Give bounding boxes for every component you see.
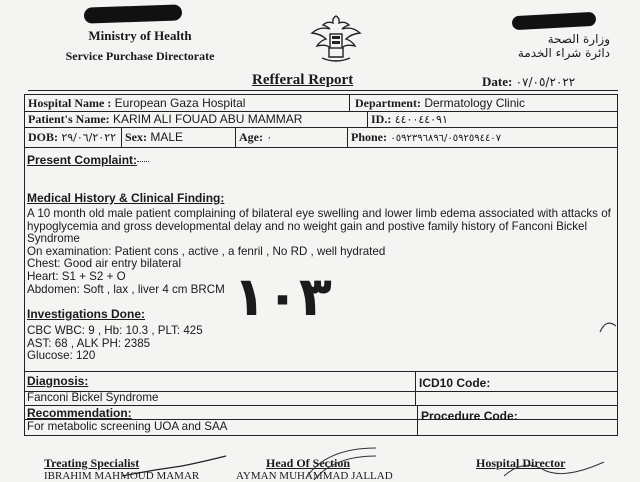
history-line: hypoglycemia and gross developmental delay and no weight gain and postive family history of Fanconi Bickel <box>27 219 588 233</box>
hospital-field <box>28 96 245 110</box>
complaint-label: Present Complaint: <box>27 153 138 167</box>
signature-icon <box>120 454 230 480</box>
hospital-director-label: Hospital Director <box>476 456 566 470</box>
icd-label: ICD10 Code: <box>419 376 491 390</box>
referral-form <box>24 94 618 436</box>
hospital-label: Hospital Name : <box>28 96 112 110</box>
header-rule <box>28 90 618 91</box>
header-english <box>40 6 240 64</box>
investigations-label: Investigations Done: <box>27 307 146 321</box>
treating-specialist-label: Treating Specialist <box>44 456 140 470</box>
pen-mark-icon <box>596 316 620 336</box>
head-of-section-label: Head Of Section <box>266 456 350 470</box>
age-field <box>239 130 272 145</box>
dob-field <box>28 130 116 145</box>
diagnosis-value: Fanconi Bickel Syndrome <box>27 391 159 404</box>
history-line: Heart: S1 + S2 + O <box>27 269 126 283</box>
sex-field <box>125 130 183 144</box>
directorate-title: Service Purchase Directorate <box>65 49 215 63</box>
treating-specialist-name: IBRAHIM MAHMOUD MAMAR <box>44 470 200 482</box>
stamp-icon <box>300 444 390 480</box>
investigation-line: CBC WBC: 9 , Hb: 10.3 , PLT: 425 <box>27 324 203 337</box>
dob-value: ٢٩/٠٦/٢٠٢٢ <box>61 131 117 144</box>
history-line: Abdomen: Soft , lax , liver 4 cm BRCM <box>27 282 225 296</box>
arabic-directorate: دائرة شراء الخدمة <box>517 46 610 60</box>
department-value: Dermatology Clinic <box>424 96 526 110</box>
date-value: ٠٧/٠٥/٢٠٢٢ <box>515 75 576 89</box>
history-line: A 10 month old male patient complaining of bilateral eye swelling and lower limb edema associated with attacks of <box>27 207 611 220</box>
head-of-section-name: AYMAN MUHAMMAD JALLAD <box>236 470 393 482</box>
department-label: Department: <box>355 96 421 110</box>
procedure-field <box>421 409 518 423</box>
procedure-label: Procedure Code: <box>421 409 518 423</box>
dob-label: DOB: <box>28 130 58 144</box>
patient-label: Patient's Name: <box>28 112 110 126</box>
history-label: Medical History & Clinical Finding: <box>27 191 225 205</box>
id-label: ID.: <box>371 112 392 126</box>
arabic-ministry: وزارة الصحة <box>547 32 610 46</box>
sex-value: MALE <box>150 130 184 144</box>
history-line: Syndrome <box>27 232 80 246</box>
id-field <box>371 112 448 127</box>
phone-field <box>351 130 501 146</box>
investigations-text <box>27 325 613 363</box>
age-label: Age: <box>239 130 263 144</box>
department-field <box>355 96 525 110</box>
phone-label: Phone: <box>351 130 387 144</box>
diagnosis-label: Diagnosis: <box>27 374 89 388</box>
eagle-emblem-icon <box>308 12 364 66</box>
investigation-line: Glucose: 120 <box>27 349 96 363</box>
icd-field <box>419 376 490 390</box>
recommendation-label: Recommendation: <box>27 406 132 420</box>
history-line: Chest: Good air entry bilateral <box>27 257 182 271</box>
header-arabic <box>518 28 610 60</box>
ministry-title: Ministry of Health <box>88 28 192 43</box>
report-title: Refferal Report <box>252 72 354 88</box>
recommendation-value: For metabolic screening UOA and SAA <box>27 420 228 433</box>
id-value: ٤٤٠٠٤٤٠٩١ <box>394 113 448 126</box>
phone-value: ٠٥٩٢٣٩٦٨٩٦/٠٥٩٢٥٩٤٤٠٧ <box>390 133 502 144</box>
patient-value: KARIM ALI FOUAD ABU MAMMAR <box>113 112 303 126</box>
handwritten-number: ١٠٣ <box>233 265 332 328</box>
director-signature-icon <box>500 456 610 480</box>
date-label: Date: <box>482 74 513 89</box>
report-date <box>482 74 575 90</box>
history-line: On examination: Patient cons , active , a fenril , No RD , well hydrated <box>27 244 386 258</box>
investigation-line: AST: 68 , ALK PH: 2385 <box>27 336 151 350</box>
patient-field <box>28 112 302 126</box>
age-value: ٠ <box>266 131 273 144</box>
hospital-value: European Gaza Hospital <box>114 96 246 110</box>
sex-label: Sex: <box>125 130 147 144</box>
